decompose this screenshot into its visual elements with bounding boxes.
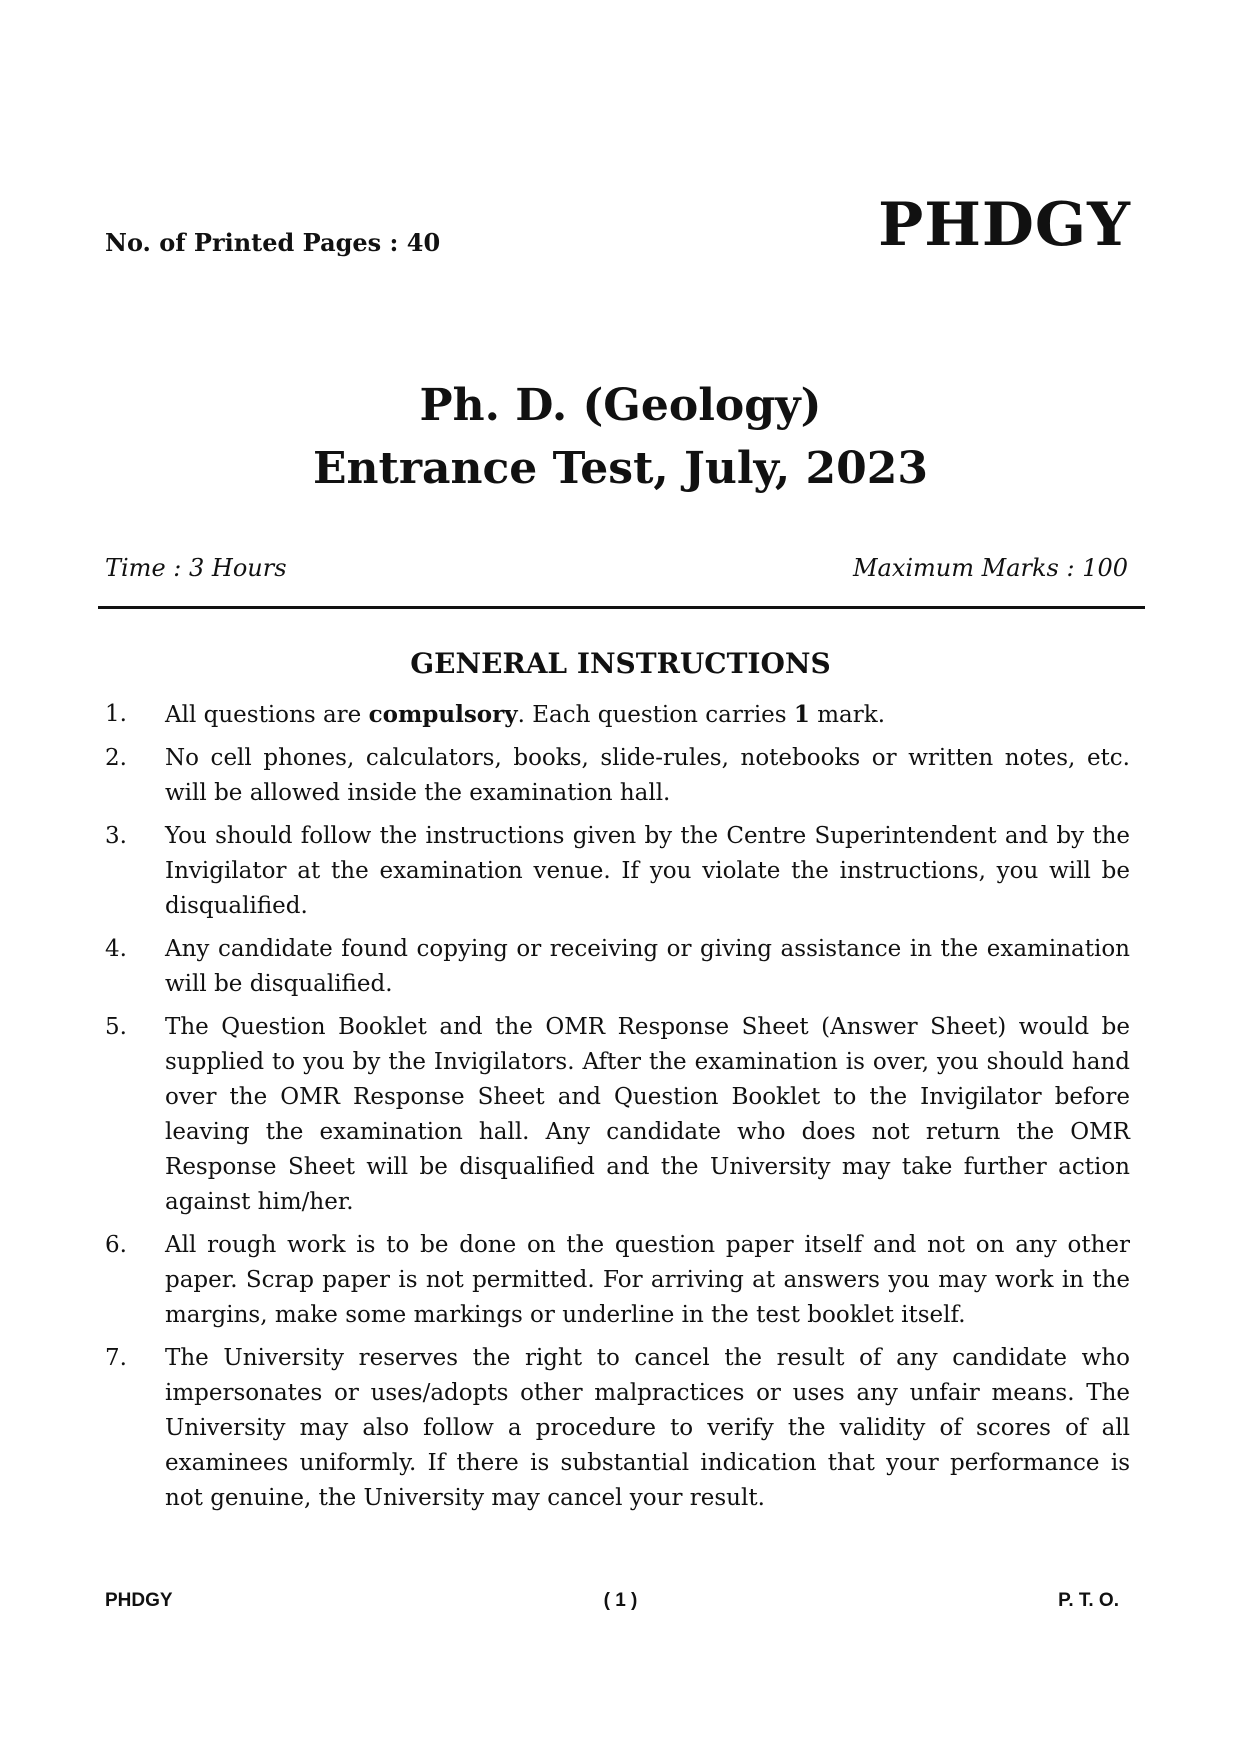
- exam-subtitle: Entrance Test, July, 2023: [312, 443, 929, 494]
- instruction-text: All questions are compulsory. Each question carries 1 mark.: [165, 701, 886, 728]
- instruction-item: [105, 1010, 1130, 1220]
- horizontal-divider: [98, 606, 1145, 609]
- instruction-item: [105, 819, 1130, 924]
- emphasis-mark-count: 1: [793, 701, 810, 728]
- instruction-text: The Question Booklet and the OMR Response Sheet (Answer Sheet) would be supplied to you by the Invigilators. After the examination is over, you should hand over the OMR Response Sheet and Question Booklet to the Invigilator before leaving the examination hall. Any candidate who does not return the OMR Response Sheet will be disqualified and the University may take further action against him/her.: [165, 1014, 1130, 1215]
- footer-course-code: PHDGY: [105, 1590, 173, 1611]
- exam-duration: Time : 3 Hours: [105, 554, 287, 582]
- printed-pages-count: No. of Printed Pages : 40: [105, 228, 441, 257]
- instruction-text: Any candidate found copying or receiving or giving assistance in the examination will be disqualified.: [165, 936, 1130, 997]
- course-code-header: PHDGY: [878, 190, 1131, 260]
- instructions-heading: GENERAL INSTRUCTIONS: [410, 647, 831, 680]
- instruction-item: [105, 1228, 1130, 1333]
- exam-title: Ph. D. (Geology): [419, 380, 822, 431]
- instruction-text: The University reserves the right to cancel the result of any candidate who impersonates or uses/adopts other malpractices or uses any unfair means. The University may also follow a procedure to verify the validity of scores of all examinees uniformly. If there is substantial indication that your performance is not genuine, the University may cancel your result.: [165, 1345, 1130, 1511]
- maximum-marks: Maximum Marks : 100: [852, 554, 1128, 582]
- instruction-text: You should follow the instructions given by the Centre Superintendent and by the Invigilator at the examination venue. If you violate the instructions, you will be disqualified.: [165, 823, 1130, 919]
- instruction-number: 2.: [105, 745, 127, 771]
- please-turn-over: P. T. O.: [1058, 1590, 1119, 1611]
- emphasis-compulsory: compulsory: [368, 701, 518, 728]
- instruction-text: No cell phones, calculators, books, slide-rules, notebooks or written notes, etc. will be allowed inside the examination hall.: [165, 745, 1130, 806]
- instruction-number: 6.: [105, 1232, 127, 1258]
- instruction-number: 7.: [105, 1345, 127, 1371]
- page-number: ( 1 ): [603, 1590, 638, 1611]
- instruction-number: 5.: [105, 1014, 127, 1040]
- instructions-list: [105, 697, 1130, 1524]
- instruction-item: [105, 1341, 1130, 1516]
- instruction-text: All rough work is to be done on the question paper itself and not on any other paper. Scrap paper is not permitted. For arriving at answers you may work in the margins, make some markings or underline in the test booklet itself.: [165, 1232, 1130, 1328]
- instruction-item: [105, 697, 1130, 733]
- instruction-item: [105, 932, 1130, 1002]
- instruction-number: 3.: [105, 823, 127, 849]
- instruction-number: 4.: [105, 936, 127, 962]
- instruction-item: [105, 741, 1130, 811]
- instruction-number: 1.: [105, 701, 127, 727]
